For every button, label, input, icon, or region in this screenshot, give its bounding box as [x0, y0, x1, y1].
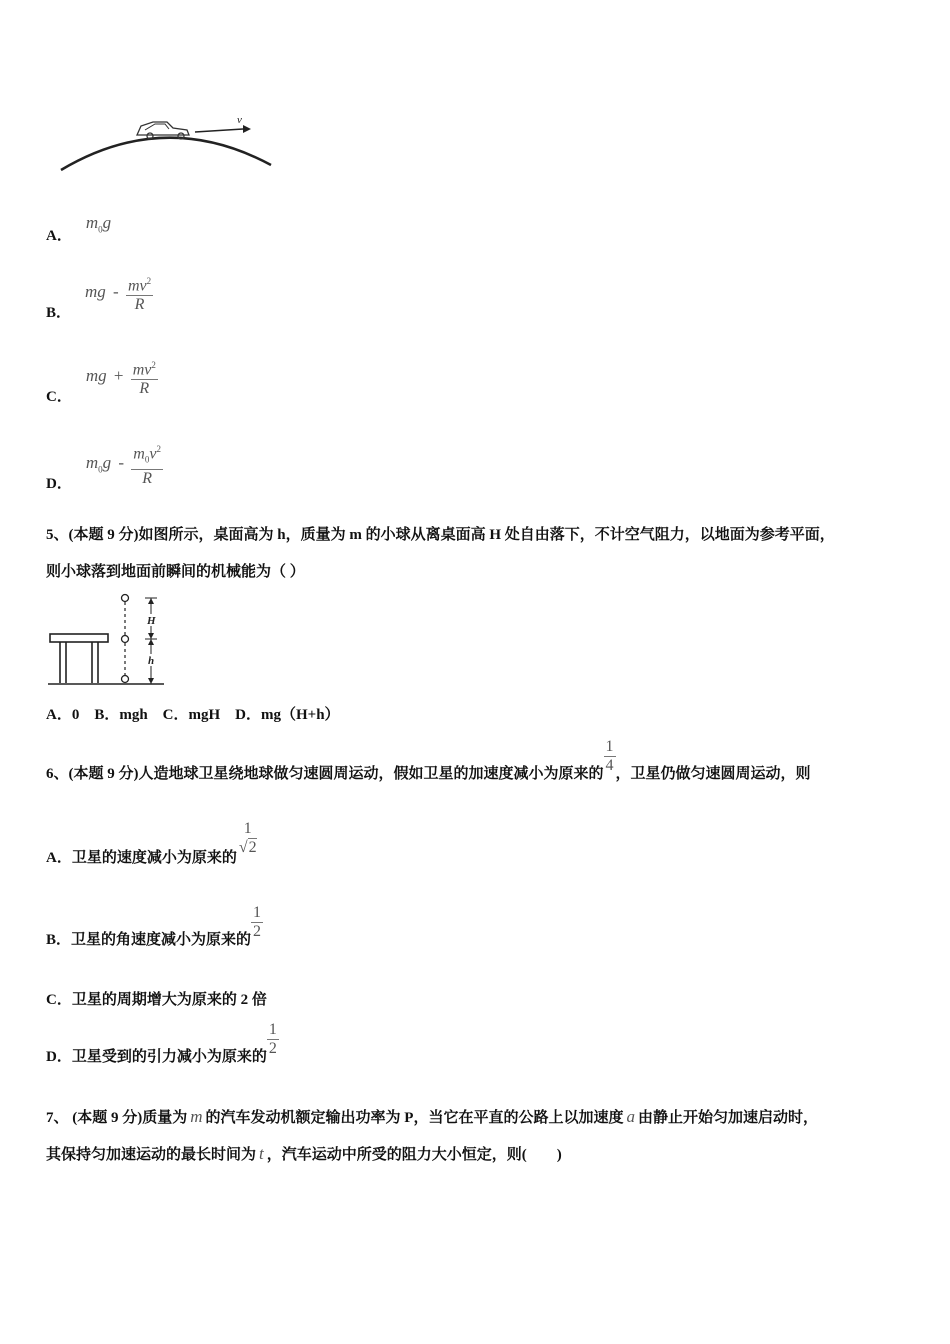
option-b-formula: mg - $\frac{mv^2}{R}$: [85, 276, 152, 314]
q4-option-c: [46, 356, 158, 406]
q6-option-d: D．卫星受到的引力减小为原来的 $\frac{1}{2}$: [46, 1021, 277, 1065]
option-c-formula: mg + $\frac{mv^2}{R}$: [85, 360, 156, 398]
q4-option-a: [46, 212, 112, 244]
q6-option-c: C．卫星的周期增大为原来的 2 倍: [46, 992, 267, 1008]
car-icon: [137, 122, 189, 139]
option-label: B．: [46, 305, 72, 322]
q5-stem-line2: 则小球落到地面前瞬间的机械能为（ ）: [46, 564, 305, 580]
q7-stem-line2: 其保持匀加速运动的最长时间为 t ，汽车运动中所受的阻力大小恒定，则( ): [46, 1144, 562, 1163]
label-H: H: [147, 615, 156, 627]
q4-option-d: [46, 440, 163, 492]
q6-stem: 6、(本题 9 分)人造地球卫星绕地球做匀速圆周运动，假如卫星的加速度减小为原来的 $\frac{1}{4}$ ，卫星仍做匀速圆周运动，则: [46, 738, 811, 782]
q6-option-a: A．卫星的速度减小为原来的 1 √2: [46, 820, 257, 866]
option-label: A．: [46, 228, 72, 244]
table-ball-figure: [46, 590, 176, 690]
option-d-formula: $m_0g$ - $\frac{m_0v^2}{R}$: [85, 444, 161, 487]
q6-option-b: B．卫星的角速度减小为原来的 $\frac{1}{2}$: [46, 904, 262, 948]
q5-stem-line1: 5、(本题 9 分)如图所示，桌面高为 h，质量为 m 的小球从离桌面高 H 处自由落下，不计空气阻力，以地面为参考平面，: [46, 527, 835, 543]
option-a-formula: $m_0g$: [85, 213, 112, 235]
option-label: C．: [46, 389, 72, 406]
label-h: h: [148, 655, 155, 667]
q5-options: A．0 B．mgh C．mgH D．mg（H+h）: [46, 707, 340, 723]
q4-option-b: [46, 272, 153, 322]
car-on-bridge-figure: [55, 110, 285, 180]
q7-stem-line1: 7、 (本题 9 分)质量为 m 的汽车发动机额定输出功率为 P，当它在平直的公路上以加速度 a 由静止开始匀加速启动时，: [46, 1107, 818, 1126]
option-label: D．: [46, 475, 72, 492]
velocity-label: v: [237, 114, 242, 126]
